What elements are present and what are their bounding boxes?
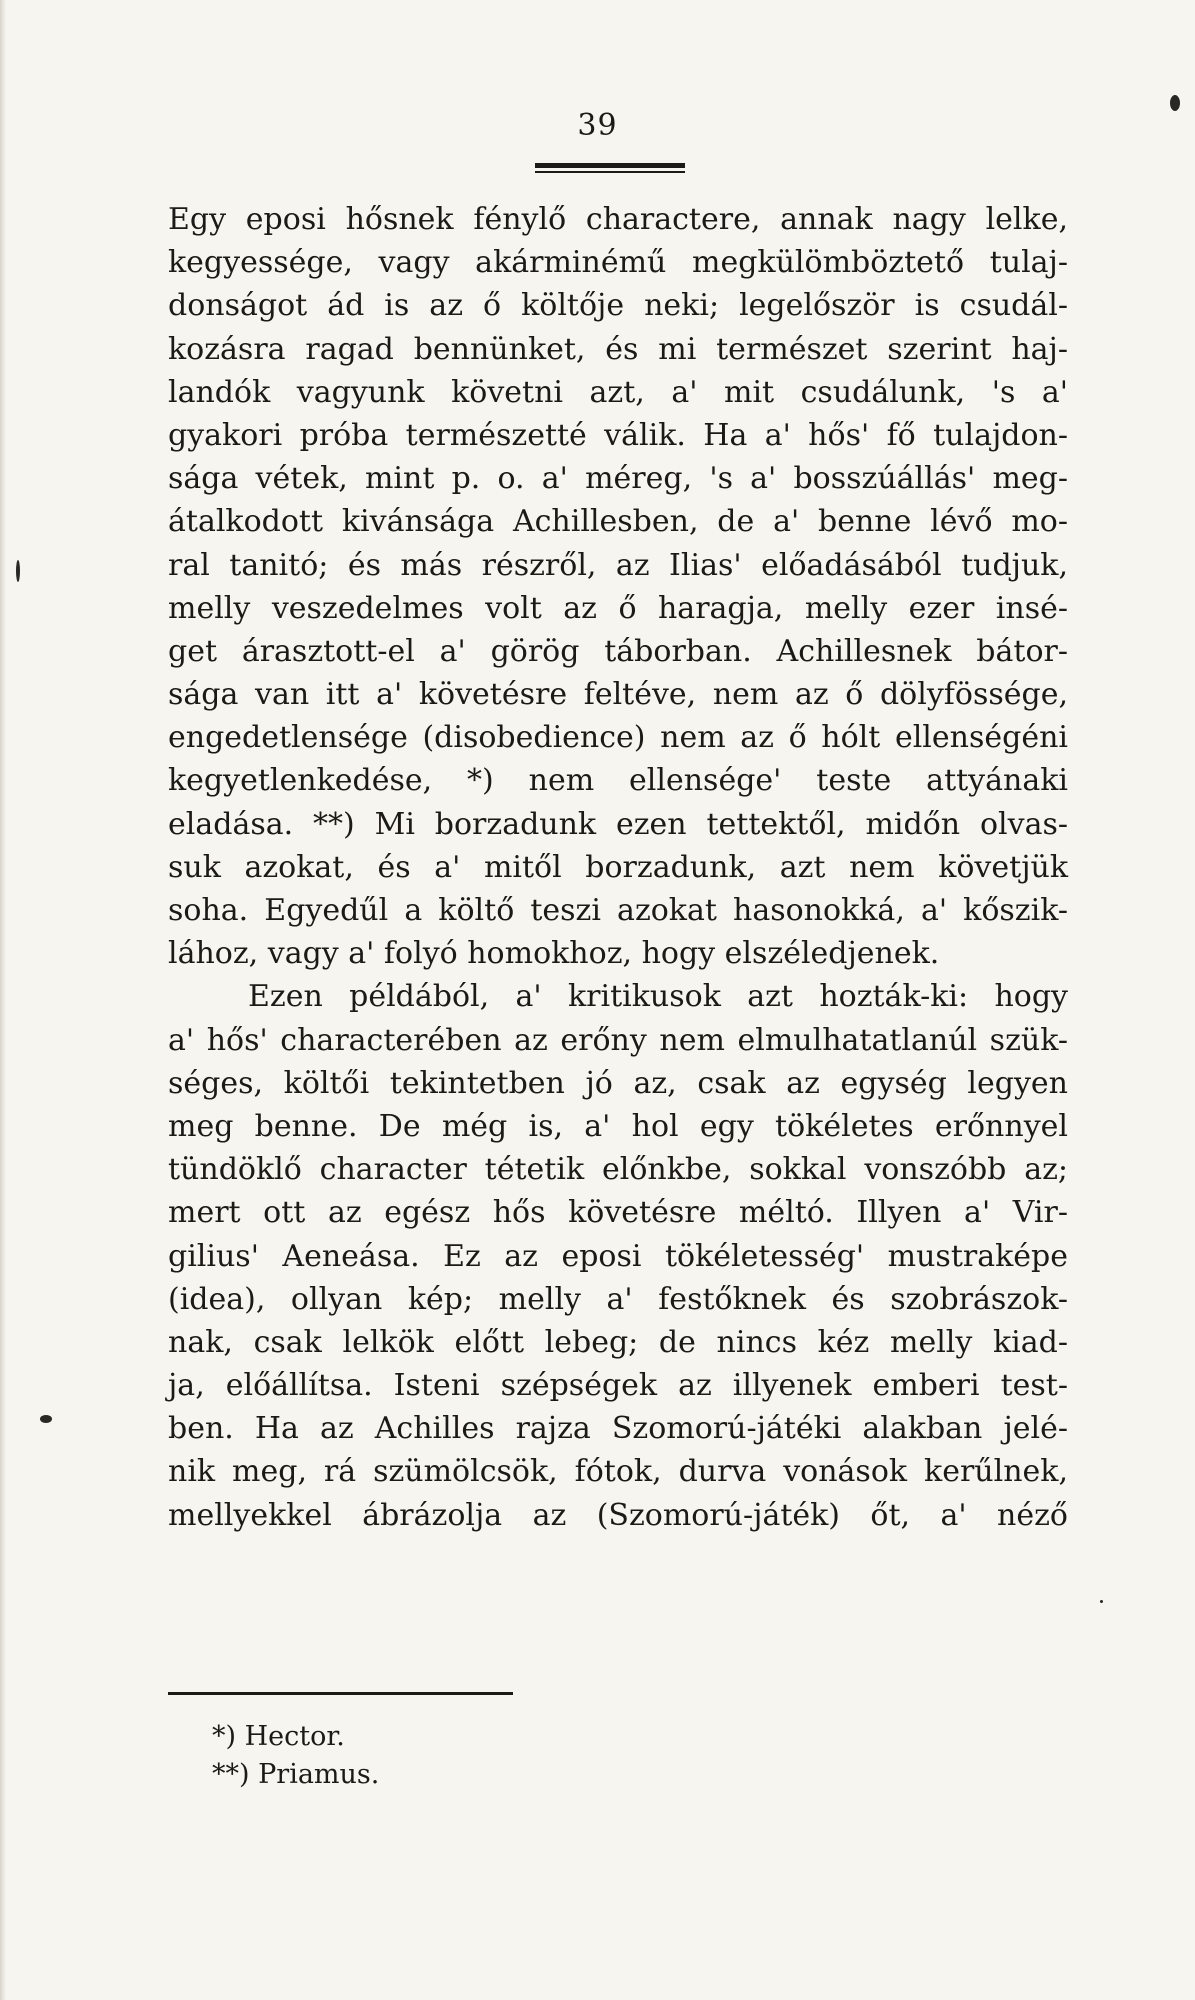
text-line: lához, vagy a' folyó homokhoz, hogy elszéledjenek. <box>168 936 940 972</box>
text-line: mellyekkel ábrázolja az (Szomorú-játék) őt, a' néző <box>168 1497 1068 1533</box>
ink-speck <box>16 560 20 582</box>
footnote: *) Hector. <box>212 1721 345 1752</box>
text-line: meg benne. De még is, a' hol egy tökéletes erőnnyel <box>168 1108 1068 1144</box>
text-line: nak, csak lelkök előtt lebeg; de nincs kéz melly kiad- <box>168 1324 1068 1360</box>
ink-speck <box>1100 1600 1103 1603</box>
text-line: mert ott az egész hős követésre méltó. Illyen a' Vir- <box>168 1195 1068 1231</box>
text-line: a' hős' characterében az erőny nem elmulhatatlanúl szük- <box>168 1022 1068 1058</box>
text-line: kegyessége, vagy akárminémű megkülömböztető tulaj- <box>168 245 1068 281</box>
text-line: ral tanitó; és más részről, az Ilias' előadásából tudjuk, <box>168 547 1068 583</box>
text-line: sága vétek, mint p. o. a' méreg, 's a' bosszúállás' meg- <box>168 461 1068 497</box>
text-line: suk azokat, és a' mitől borzadunk, azt nem követjük <box>168 849 1068 885</box>
text-line: landók vagyunk követni azt, a' mit csudálunk, 's a' <box>168 374 1068 410</box>
text-line: nik meg, rá szümölcsök, fótok, durva vonások kerűlnek, <box>168 1454 1068 1490</box>
text-line: kegyetlenkedése, *) nem ellensége' teste attyánaki <box>168 763 1068 799</box>
ink-speck <box>40 1415 52 1423</box>
binding-shadow <box>0 0 6 2000</box>
text-line: (idea), ollyan kép; melly a' festőknek és szobrászok- <box>168 1281 1068 1317</box>
text-line: séges, költői tekintetben jó az, csak az egység legyen <box>168 1065 1068 1101</box>
footnotes <box>212 1718 712 1794</box>
text-line: melly veszedelmes volt az ő haragja, melly ezer insé- <box>168 590 1068 626</box>
ink-speck <box>1170 95 1180 111</box>
text-line: Ezen példából, a' kritikusok azt hozták-ki: hogy <box>248 979 1068 1015</box>
header-rule <box>535 163 685 173</box>
text-line: engedetlensége (disobedience) nem az ő hólt ellenségéni <box>168 720 1068 756</box>
footnote: **) Priamus. <box>212 1759 380 1790</box>
text-line: ja, előállítsa. Isteni szépségek az illyenek emberi test- <box>168 1368 1068 1404</box>
text-line: Egy eposi hősnek fénylő charactere, annak nagy lelke, <box>168 202 1068 237</box>
text-line: ben. Ha az Achilles rajza Szomorú-játéki alakban jelé- <box>168 1411 1068 1447</box>
text-line: get árasztott-el a' görög táborban. Achillesnek bátor- <box>168 633 1068 669</box>
text-line: kozásra ragad bennünket, és mi természet szerint haj- <box>168 331 1068 367</box>
text-line: gyakori próba természetté válik. Ha a' hős' fő tulajdon- <box>168 417 1068 453</box>
footnote-rule <box>168 1692 513 1695</box>
text-line: donságot ád is az ő költője neki; legelőször is csudál- <box>168 288 1068 324</box>
text-line: átalkodott kivánsága Achillesben, de a' benne lévő mo- <box>168 504 1068 540</box>
body-text <box>168 198 1068 1537</box>
text-line: tündöklő character tétetik előnkbe, sokkal vonszóbb az; <box>168 1152 1068 1188</box>
page-number: 39 <box>577 108 618 143</box>
text-line: soha. Egyedűl a költő teszi azokat hasonokká, a' kőszik- <box>168 893 1068 928</box>
text-line: eladása. **) Mi borzadunk ezen tettektől, midőn olvas- <box>168 806 1068 842</box>
text-line: gilius' Aeneása. Ez az eposi tökéletesség' mustraképe <box>168 1238 1068 1274</box>
text-line: sága van itt a' követésre feltéve, nem az ő dölyfössége, <box>168 677 1068 713</box>
